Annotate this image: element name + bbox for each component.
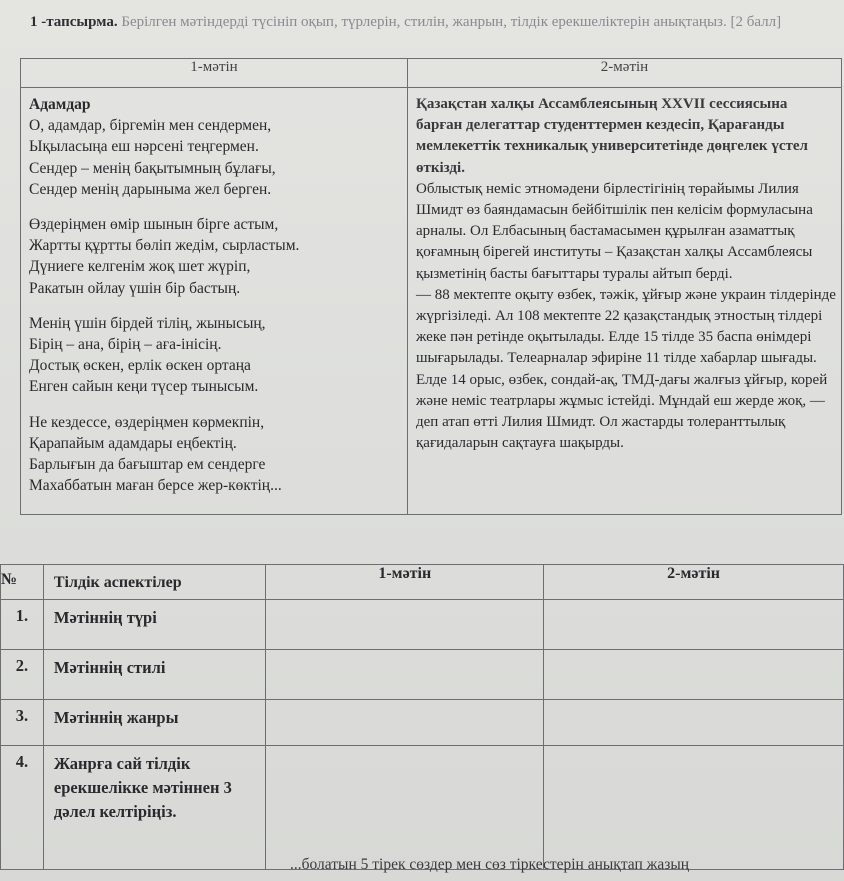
poem-line: Бірің – ана, бірің – аға-інісің.: [29, 336, 222, 354]
answer-cell-text-2[interactable]: [544, 700, 844, 746]
poem-stanza: [29, 313, 401, 398]
poem-line: Жартты құртты бөліп жедім, сырластым.: [29, 237, 300, 255]
poem-line: Не кездессе, өздеріңмен көрмекпін,: [29, 413, 265, 431]
table-row: [1, 650, 844, 700]
aspect-label: Мәтіннің стилі: [43, 650, 265, 700]
poem-line: Барлығын да бағыштар ем сендерге: [29, 456, 266, 474]
task-text: Берілген мәтіндерді түсініп оқып, түрлерін, стилін, жанрын, тілдік ерекшеліктерін анықтаңыз. [2 балл]: [121, 14, 782, 30]
poem-stanza: [29, 412, 401, 497]
task-label: 1 -тапсырма.: [30, 14, 118, 30]
poem-line: Қарапайым адамдары еңбектің.: [29, 434, 237, 452]
answer-cell-text-1[interactable]: [266, 700, 544, 746]
answer-cell-text-2[interactable]: [544, 600, 844, 650]
aspect-label: Мәтіннің түрі: [43, 600, 265, 650]
header-number: №: [1, 565, 44, 600]
poem-line: Ықыласыңа еш нәрсені теңгермен.: [29, 138, 259, 156]
header-text-1: 1-мәтін: [21, 59, 408, 88]
poem-line: Өздеріңмен өмір шынын бірге астым,: [29, 216, 279, 234]
header-text-2: 2-мәтін: [408, 59, 842, 88]
header-text-1: 1-мәтін: [266, 565, 544, 600]
header-aspects: Тілдік аспектілер: [43, 565, 265, 600]
answer-cell-text-1[interactable]: [266, 600, 544, 650]
poem-cell: [21, 88, 408, 515]
answer-cell-text-2[interactable]: [544, 650, 844, 700]
aspects-table: [0, 564, 844, 870]
answer-cell-text-1[interactable]: [266, 650, 544, 700]
prose-lead: Қазақстан халқы Ассамблеясының XXVII сессиясына барған делегаттар студенттермен кездесіп, Қарағанды мемлекеттік техникалық университетінде дөңгелек үстел өткізді.: [416, 96, 808, 176]
poem-line: Ракатын ойлау үшін бір бастың.: [29, 279, 241, 297]
poem-line: Енген сайын кеңи түсер тынысым.: [29, 378, 259, 396]
poem-line: Дүниеге келгенім жоқ шет жүріп,: [29, 258, 251, 276]
row-number: 2.: [1, 650, 44, 700]
poem-line: Менің үшін бірдей тілің, жынысың,: [29, 314, 266, 332]
poem-line: Достық өскен, ерлік өскен ортаңа: [29, 357, 251, 375]
prose-paragraph-1: Облыстық неміс этномәдени бірлестігінің төрайымы Лилия Шмидт өз баяндамасын бейбітшілік пен келісім формуласына арналы. Ол Елбасының бастамасымен құрылған азаматтық қоғамның бірегей институты – Қазақстан халқы Ассамблеясы қызметінің басты бағыттары туралы айтып берді.: [416, 180, 813, 282]
table-row: [1, 746, 844, 870]
row-number: 3.: [1, 700, 44, 746]
poem-line: Махаббатын маған берсе жер-көктің...: [29, 477, 282, 495]
poem-line: Сендер менің дарыныма жел берген.: [29, 180, 272, 198]
aspect-label: Жанрға сай тілдік ерекшелікке мәтіннен 3 дәлел келтіріңіз.: [43, 746, 265, 870]
row-number: 1.: [1, 600, 44, 650]
table-row: [1, 700, 844, 746]
answer-cell-text-2[interactable]: [544, 746, 844, 870]
poem-stanza: [29, 214, 401, 299]
poem-line: О, адамдар, біргемін мен сендермен,: [29, 117, 272, 135]
prose-cell: [408, 88, 842, 515]
texts-table: [20, 58, 842, 515]
next-task-fragment: ...болатын 5 тірек сөздер мен сөз тіркестерін анықтап жазың: [290, 856, 690, 873]
poem-title: Адамдар: [29, 96, 91, 113]
poem-line: Сендер – менің бақытымның бұлағы,: [29, 159, 276, 177]
prose-paragraph-2: — 88 мектепте оқыту өзбек, тәжік, ұйғыр және украин тілдерінде жүргізіледі. Ал 108 мектепте 22 қазақстандық этностың тілдері жеке пән ретінде оқытылады. Елде 15 тілде 35 баспа өнімдері шығарылады. Телеарналар эфиріне 11 тілде хабарлар шығады. Елде 14 орыс, өзбек, сондай-ақ, ТМД-дағы жалғыз ұйғыр, корей және неміс театрлары жұмыс істейді. Мұндай еш жерде жоқ, — деп атап өтті Лилия Шмидт. Ол жастарды толеранттылық қағидаларын сақтауға шақырды.: [416, 286, 836, 452]
table-row: [1, 600, 844, 650]
row-number: 4.: [1, 746, 44, 870]
aspect-label: Мәтіннің жанры: [43, 700, 265, 746]
poem-stanza: [29, 115, 401, 200]
header-text-2: 2-мәтін: [544, 565, 844, 600]
answer-cell-text-1[interactable]: [266, 746, 544, 870]
task-instruction: [30, 12, 820, 33]
